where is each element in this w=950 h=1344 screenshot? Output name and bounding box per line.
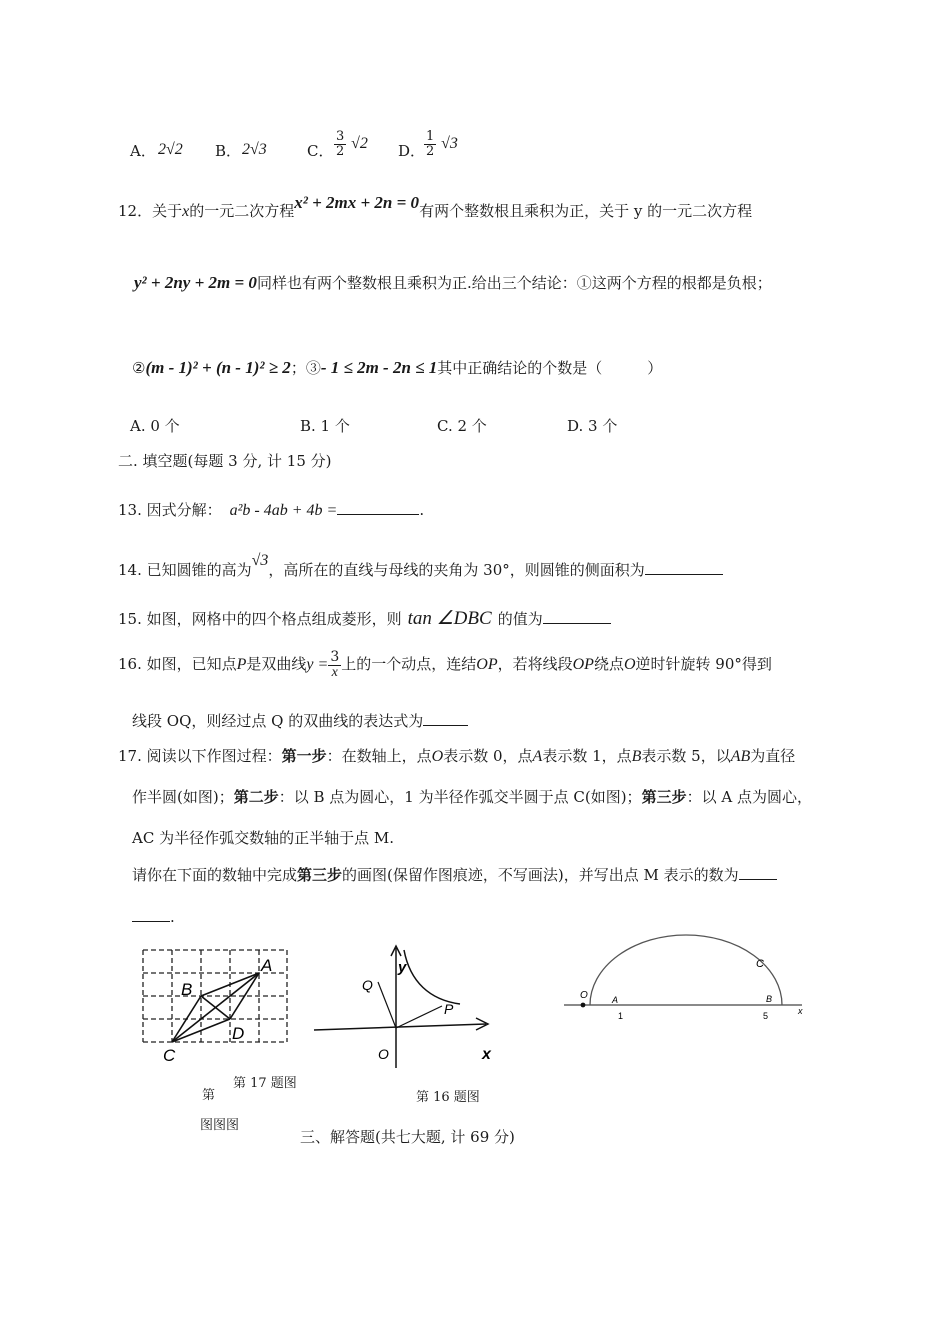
q17-line3: AC 为半径作弧交数轴的正半轴于点 M. [132,829,394,847]
var-b: B [631,748,642,765]
label-b: B [181,980,193,999]
q16-text-5: 逆时针旋转 90°得到 [635,655,772,674]
step-3-label-2: 第三步 [297,866,343,884]
q14-radical: √3 [251,552,269,569]
x-axis [314,1024,486,1030]
hyperbola-curve [404,950,460,1004]
q17-line2-a: 作半圆(如图)； [132,788,234,806]
var-p: P [236,656,247,674]
q13-prefix: 13. 因式分解： [118,501,222,519]
q12-prefix: 12．关于 [118,202,183,220]
frac-den: 2 [426,143,435,159]
q12-option-d: D. 3 个 [567,417,618,435]
q12-text-2: 有两个整数根且乘积为正，关于 y 的一元二次方程 [419,202,753,220]
q16-text: 是双曲线 [246,655,307,674]
var-op-2: OP [572,656,594,674]
label-x: x [798,1006,803,1016]
q11-option-d-value [424,130,458,158]
frac-den: 2 [336,143,345,159]
frac-den: x [331,664,338,680]
q17-line4 [132,865,777,884]
q15-text: 的值为 [497,610,543,628]
q11-option-a-label: A． [130,142,156,160]
caption-fig17: 第 17 题图 [233,1076,297,1091]
q16-text-3: ，若将线段 [497,655,573,674]
q16-answer-blank[interactable] [423,711,468,726]
q15-expression: tan ∠DBC [407,608,492,629]
q17-line1 [118,747,795,766]
q16-line1 [118,650,772,680]
q17-answer-blank[interactable] [739,865,777,880]
q15-answer-blank[interactable] [543,609,611,624]
label-o: O [378,1046,389,1062]
equation-2: y² + 2ny + 2m = 0 [134,273,257,292]
frac-num: 3 [330,649,340,665]
q17-line2-c: ：以 A 点为圆心， [686,788,812,806]
label-c: C [163,1046,176,1065]
semicircle-arc [590,935,782,1005]
segment-oq [378,982,396,1028]
q12-option-c: C. 2 个 [437,417,487,435]
q11-option-a-value: 2√2 [158,141,183,158]
var-o: O [431,748,444,765]
q12-line2 [134,273,772,293]
equation-1: x² + 2mx + 2n = 0 [294,193,420,212]
var-a: A [532,748,543,765]
q12-question: 其中正确结论的个数是（ ） [437,359,663,377]
q11-option-d-label: D． [398,142,426,160]
label-o: O [580,990,588,1001]
label-c: C [756,958,764,970]
q15-prefix: 15. 如图，网格中的四个格点组成菱形，则 [118,610,402,628]
marker-3: ；③ [290,359,321,377]
q17-text: ：在数轴上，点 [326,747,432,765]
q16-text-2: 上的一个动点，连结 [341,655,477,674]
frac-num: 3 [336,129,345,144]
q11-option-b-label: B． [215,142,242,160]
q11-option-b-value: 2√3 [242,141,267,158]
q14-answer-blank[interactable] [645,560,723,575]
q17-text-3: 表示数 1，点 [542,747,632,765]
section-3-heading: 三、解答题(共七大题, 计 69 分) [300,1128,515,1146]
q16-text-4: 绕点 [593,655,624,674]
q13-answer-blank[interactable] [337,500,419,515]
q11-option-c-value [334,130,368,158]
q17-text-2: 表示数 0，点 [443,747,533,765]
q16-line2 [132,711,468,730]
q14 [118,552,723,580]
label-a: A [261,956,273,975]
q13 [118,500,424,520]
var-op: OP [476,656,498,674]
q17-end: . [170,908,175,926]
caption-grid: 图图图 [200,1118,240,1133]
q16-question: 线段 OQ，则经过点 Q 的双曲线的表达式为 [132,712,424,730]
q12-option-a: A. 0 个 [130,417,180,435]
var-x: x [182,203,190,220]
q14-prefix: 14. 已知圆锥的高为 [118,561,252,579]
radical: √3 [441,135,458,153]
q17-prefix: 17. 阅读以下作图过程： [118,747,282,765]
q11-option-c-label: C． [307,142,334,160]
q12-conclusion-1: 同样也有两个整数根且乘积为正.给出三个结论：①这两个方程的根都是负根； [256,274,772,292]
equation-4: - 1 ≤ 2m - 2n ≤ 1 [320,358,438,377]
label-x: x [482,1046,491,1063]
figure-grid-rhombus [135,943,305,1078]
q17-line2 [132,788,812,806]
q17-line2-b: ：以 B 点为圆心，1 为半径作弧交半圆于点 C(如图)； [278,788,642,806]
label-d: D [232,1024,245,1043]
q16-prefix: 16. 如图，已知点 [118,655,237,674]
q12-text: 的一元二次方程 [189,202,295,220]
q17-line5 [132,907,175,926]
caption-fig16: 第 16 题图 [416,1090,480,1105]
q17-line4-b: 的画图(保留作图痕迹，不写画法)，并写出点 M 表示的数为 [342,866,739,884]
section-2-heading: 二. 填空题(每题 3 分, 计 15 分) [118,452,332,470]
label-y: y [398,959,407,976]
var-o: O [623,656,636,674]
figure-semicircle [560,925,820,1025]
marker-2: ② [132,359,146,377]
tick-5: 5 [763,1011,769,1021]
step-1-label: 第一步 [281,747,327,765]
q17-text-5: 为直径 [750,747,796,765]
step-2-label: 第二步 [233,788,279,806]
q17-line4-a: 请你在下面的数轴中完成 [132,866,298,884]
label-b: B [766,994,773,1004]
q17-answer-blank-2[interactable] [132,907,170,922]
q12-line3 [132,358,662,378]
label-a: A [612,995,619,1005]
var-ab: AB [730,748,751,765]
label-q: Q [362,977,373,993]
step-3-label: 第三步 [641,788,687,806]
radical: √2 [351,135,368,153]
figure-hyperbola [310,942,500,1072]
segment-op [396,1006,442,1028]
caption-di: 第 [202,1088,216,1103]
tick-1: 1 [618,1011,624,1021]
q12-line1 [118,193,753,221]
q16-func-lhs: y = [306,656,329,674]
q15 [118,608,611,631]
equation-3: (m - 1)² + (n - 1)² ≥ 2 [145,358,291,377]
q17-text-4: 表示数 5，以 [641,747,731,765]
q13-end: . [419,501,425,519]
q13-expression: a²b - 4ab + 4b = [229,502,338,519]
q12-option-b: B. 1 个 [300,417,350,435]
label-p: P [444,1001,454,1017]
q14-text: ，高所在的直线与母线的夹角为 30°，则圆锥的侧面积为 [268,561,645,579]
frac-num: 1 [426,129,435,144]
point-o [581,1003,586,1008]
